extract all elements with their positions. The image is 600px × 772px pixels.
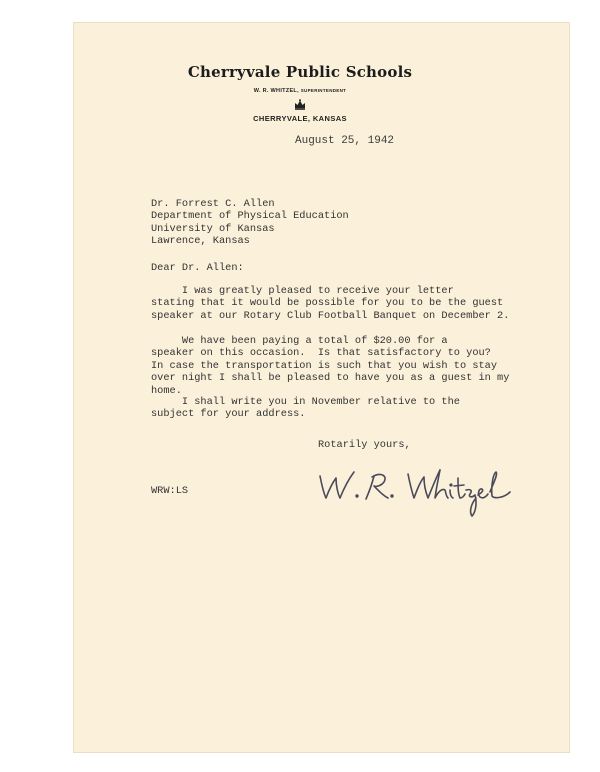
address-line: Department of Physical Education xyxy=(151,210,349,223)
body-paragraph-1 xyxy=(151,285,509,322)
crown-emblem-icon xyxy=(294,99,306,110)
body-paragraph-3 xyxy=(151,396,460,421)
closing: Rotarily yours, xyxy=(318,439,411,451)
body-line: We have been paying a total of $20.00 for a xyxy=(151,335,448,347)
letterhead-superintendent xyxy=(0,88,600,94)
body-line: stating that it would be possible for you to be the guest xyxy=(151,297,504,310)
recipient-address xyxy=(151,198,349,248)
salutation: Dear Dr. Allen: xyxy=(151,262,244,274)
handwritten-signature xyxy=(312,462,512,522)
body-paragraph-2 xyxy=(151,335,509,397)
letterhead-school-name: Cherryvale Public Schools xyxy=(187,63,413,81)
body-line: over night I shall be pleased to have you as a guest in my xyxy=(151,372,510,385)
letterhead-city: CHERRYVALE, KANSAS xyxy=(253,114,347,123)
address-line: Lawrence, Kansas xyxy=(151,235,250,248)
superintendent-title: SUPERINTENDENT xyxy=(300,88,347,93)
body-line: home. xyxy=(151,384,182,397)
letter-date: August 25, 1942 xyxy=(295,135,395,147)
body-line: speaker at our Rotary Club Football Banquet on December 2. xyxy=(151,309,510,322)
reference-initials: WRW:LS xyxy=(151,485,189,497)
address-line: Dr. Forrest C. Allen xyxy=(151,198,275,210)
address-line: University of Kansas xyxy=(151,222,275,235)
body-line: I shall write you in November relative to the xyxy=(151,396,460,408)
body-line: I was greatly pleased to receive your letter xyxy=(151,285,454,297)
superintendent-name: W. R. WHITZEL, xyxy=(253,88,299,94)
body-line: speaker on this occasion. Is that satisfactory to you? xyxy=(151,347,491,360)
body-line: In case the transportation is such that you wish to stay xyxy=(151,359,498,372)
body-line: subject for your address. xyxy=(151,408,306,421)
